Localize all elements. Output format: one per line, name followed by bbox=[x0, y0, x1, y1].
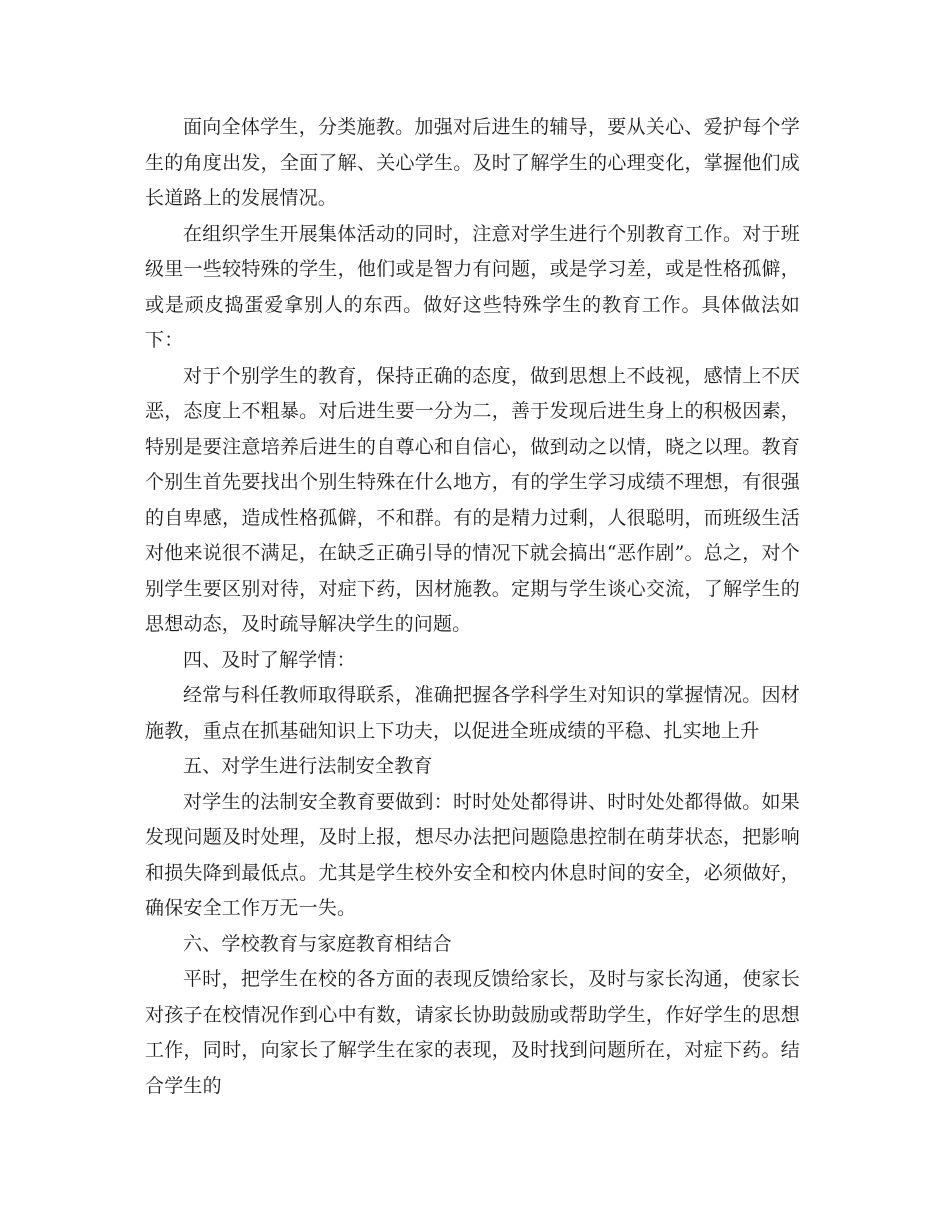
paragraph-individual-education-intro: 在组织学生开展集体活动的同时，注意对学生进行个别教育工作。对于班级里一些较特殊的学生，他们或是智力有问题，或是学习差，或是性格孤僻，或是顽皮捣蛋爱拿别人的东西。做好这些特殊学生的教育工作。具体做法如下： bbox=[145, 222, 800, 351]
paragraph-home-school: 平时，把学生在校的各方面的表现反馈给家长，及时与家长沟通，使家长对孩子在校情况作到心中有数，请家长协助鼓励或帮助学生，作好学生的思想工作，同时，向家长了解学生在家的表现，及时找到问题所在，对症下药。结合学生的 bbox=[145, 968, 800, 1097]
paragraph-guidance: 面向全体学生，分类施教。加强对后进生的辅导，要从关心、爱护每个学生的角度出发，全面了解、关心学生。及时了解学生的心理变化，掌握他们成长道路上的发展情况。 bbox=[145, 116, 800, 209]
heading-home-school: 六、学校教育与家庭教育相结合 bbox=[183, 932, 452, 955]
paragraph-safety-education: 对学生的法制安全教育要做到：时时处处都得讲、时时处处都得做。如果发现问题及时处理，及时上报，想尽办法把问题隐患控制在萌芽状态，把影响和损失降到最低点。尤其是学生校外安全和校内休息时间的安全，必须做好，确保安全工作万无一失。 bbox=[145, 790, 800, 919]
heading-safety-education: 五、对学生进行法制安全教育 bbox=[183, 755, 433, 777]
heading-learning-situation: 四、及时了解学情： bbox=[183, 648, 356, 671]
document-body bbox=[145, 110, 800, 1104]
paragraph-learning-situation: 经常与科任教师取得联系，准确把握各学科学生对知识的掌握情况。因材施教，重点在抓基础知识上下功夫，以促进全班成绩的平稳、扎实地上升 bbox=[145, 684, 800, 742]
paragraph-individual-education-method: 对于个别学生的教育，保持正确的态度，做到思想上不歧视，感情上不厌恶，态度上不粗暴。对后进生要一分为二，善于发现后进生身上的积极因素，特别是要注意培养后进生的自尊心和自信心，做到动之以情，晓之以理。教育个别生首先要找出个别生特殊在什么地方，有的学生学习成绩不理想，有很强的自卑感，造成性格孤僻，不和群。有的是精力过剩，人很聪明，而班级生活对他来说很不满足，在缺乏正确引导的情况下就会搞出“恶作剧”。总之，对个别学生要区别对待，对症下药，因材施教。定期与学生谈心交流，了解学生的思想动态，及时疏导解决学生的问题。 bbox=[145, 364, 800, 635]
